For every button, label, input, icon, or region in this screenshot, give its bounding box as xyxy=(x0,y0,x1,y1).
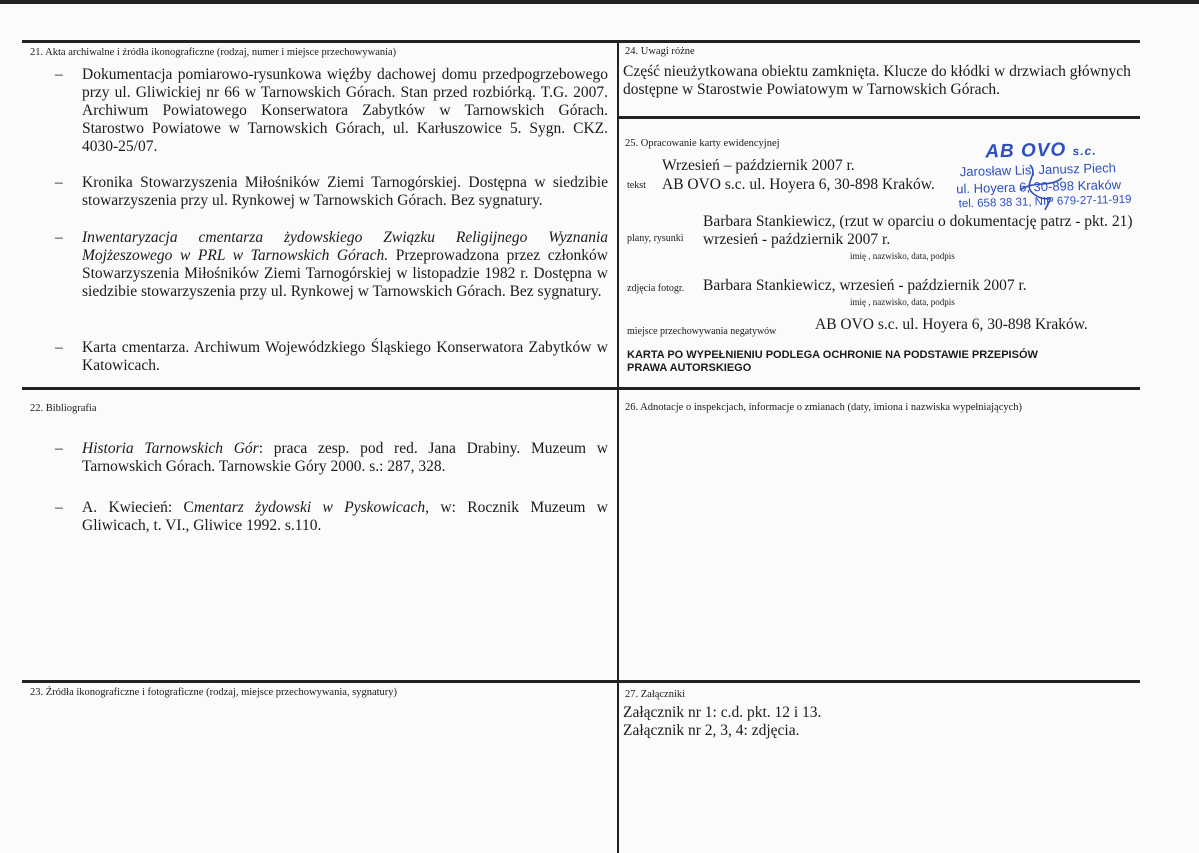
section-26-caption: 26. Adnotacje o inspekcjach, informacje o zmianach (daty, imiona i nazwiska wypełniających) xyxy=(625,402,1023,413)
list-dash: – xyxy=(55,440,63,457)
section-27-caption: 27. Załączniki xyxy=(625,689,686,700)
stamp-brand-suffix: s.c. xyxy=(1072,143,1097,159)
stamp-tel: tel. 658 38 31, NIP 679-27-11-919 xyxy=(958,193,1132,211)
archive-item-1: Dokumentacja pomiarowo-rysunkowa więźby dachowej domu przedpogrzebowego przy ul. Gliwickiej nr 66 w Tarnowskich Górach. Stan przed rozbiórką. T.G. 2007. Archiwum Powiatowego Konserwatora Zabytków w Tarnowskich Górach. Starostwo Powiatowe w Tarnowskich Górach, ul. Karłuszowice 5. Sygn. CKZ. 4030-25/07. xyxy=(82,66,608,155)
tekst-author: AB OVO s.c. ul. Hoyera 6, 30-898 Kraków. xyxy=(662,176,935,193)
plany-author: Barbara Stankiewicz, (rzut w oparciu o dokumentację patrz - pkt. 21) xyxy=(703,213,1133,230)
bibliography-item-2-title: mentarz żydowski w Pyskowicach, xyxy=(193,499,430,516)
stamp-owners: Jarosław Lis, Janusz Piech xyxy=(959,160,1117,180)
signature-caption: imię , nazwisko, data, podpis xyxy=(850,297,955,307)
plany-label: plany, rysunki xyxy=(627,233,684,244)
zdjecia-author: Barbara Stankiewicz, wrzesień - październik 2007 r. xyxy=(703,277,1027,294)
negatywy-label: miejsce przechowywania negatywów xyxy=(627,326,777,337)
section-25-caption: 25. Opracowanie karty ewidencyjnej xyxy=(625,138,780,149)
plany-date: wrzesień - październik 2007 r. xyxy=(703,231,891,248)
archive-item-3 xyxy=(82,229,608,301)
bibliography-item-2-desc: w: Rocznik Muzeum w Gliwicach, t. VI., Gliwice 1992. s.110. xyxy=(82,499,608,534)
section-24-text: Część nieużytkowana obiektu zamknięta. Klucze do kłódki w drzwiach głównych dostępne w Starostwie Powiatowym w Tarnowskich Górach. xyxy=(623,63,1131,98)
copyright-notice-line-1: KARTA PO WYPEŁNIENIU PODLEGA OCHRONIE NA PODSTAWIE PRZEPISÓW xyxy=(627,349,1038,361)
archive-item-2: Kronika Stowarzyszenia Miłośników Ziemi Tarnogórskiej. Dostępna w siedzibie stowarzyszenia przy ul. Rynkowej w Tarnowskich Górach. Bez sygnatury. xyxy=(82,174,608,209)
scan-top-edge xyxy=(0,0,1199,4)
archive-item-3-title: Inwentaryzacja cmentarza żydowskiego Związku Religijnego Wyznania Mojżeszowego w PRL w Tarnowskich Górach. xyxy=(82,229,608,264)
rule-mid-lower xyxy=(22,680,1140,683)
list-dash: – xyxy=(55,339,63,356)
rule-top xyxy=(22,40,1140,43)
zdjecia-label: zdjęcia fotogr. xyxy=(627,283,685,294)
archive-item-4: Karta cmentarza. Archiwum Wojewódzkiego Śląskiego Konserwatora Zabytków w Katowicach. xyxy=(82,339,608,374)
list-dash: – xyxy=(55,229,63,246)
stamp-address: ul. Hoyera 6, 30-898 Kraków xyxy=(956,177,1122,197)
bibliography-item-2-author: A. Kwiecień: C xyxy=(82,499,194,516)
column-divider xyxy=(617,40,619,853)
negatywy-value: AB OVO s.c. ul. Hoyera 6, 30-898 Kraków. xyxy=(815,316,1088,333)
bibliography-item-1 xyxy=(82,440,608,476)
attachment-1: Załącznik nr 1: c.d. pkt. 12 i 13. xyxy=(623,704,822,721)
stamp-brand-name: AB OVO xyxy=(985,139,1067,163)
copyright-notice-line-2: PRAWA AUTORSKIEGO xyxy=(627,362,752,374)
bibliography-item-1-title: Historia Tarnowskich Gór xyxy=(82,440,259,457)
list-dash: – xyxy=(55,174,63,191)
signature-caption: imię , nazwisko, data, podpis xyxy=(850,251,955,261)
archive-item-3-desc: Przeprowadzona przez członków Stowarzyszenia Miłośników Ziemi Tarnogórskiej w listopadzie 1982 r. Dostępna w siedzibie stowarzyszenia przy ul. Rynkowej w Tarnowskich Górach. Bez sygnatury. xyxy=(82,247,608,300)
rule-24-25 xyxy=(617,116,1140,119)
section-22-caption: 22. Bibliografia xyxy=(30,403,97,414)
section-24-caption: 24. Uwagi różne xyxy=(625,46,695,57)
section-21-caption: 21. Akta archiwalne i źródła ikonograficzne (rodzaj, numer i miejsce przechowywania) xyxy=(30,47,397,58)
stamp-signature-scribble xyxy=(1000,160,1080,216)
tekst-date: Wrzesień – październik 2007 r. xyxy=(662,157,855,174)
list-dash: – xyxy=(55,499,63,516)
rule-mid-upper xyxy=(22,387,1140,390)
list-dash: – xyxy=(55,66,63,83)
attachment-2: Załącznik nr 2, 3, 4: zdjęcia. xyxy=(623,722,800,739)
section-23-caption: 23. Źródła ikonograficzne i fotograficzne (rodzaj, miejsce przechowywania, sygnatury) xyxy=(30,687,398,698)
bibliography-item-2 xyxy=(82,499,608,535)
bibliography-item-1-desc: : praca zesp. pod red. Jana Drabiny. Muzeum w Tarnowskich Górach. Tarnowskie Góry 2000. s.: 287, 328. xyxy=(82,440,608,475)
tekst-label: tekst xyxy=(627,180,646,191)
